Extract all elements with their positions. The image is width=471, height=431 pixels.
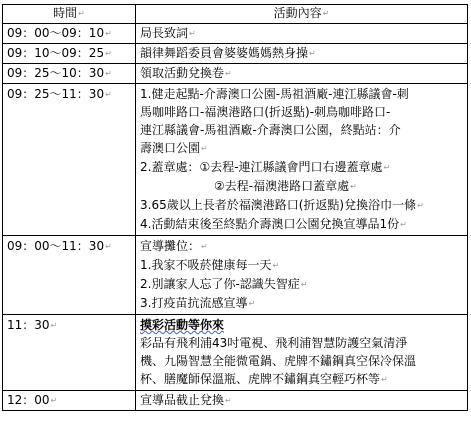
activity-line: 2.別讓家人忘了你-認識失智症↵ bbox=[140, 277, 308, 291]
time-cell: 09：25～10：30↵ bbox=[3, 64, 136, 84]
schedule-table bbox=[2, 4, 468, 411]
activity-line: 2.蓋章處：①去程-連江縣議會門口右邊蓋章處↵ bbox=[140, 160, 391, 174]
activity-cell: 宣導品截止兌換↵ bbox=[136, 391, 468, 411]
table-row bbox=[3, 315, 468, 391]
time-header: 時間↵ bbox=[3, 5, 136, 24]
activity-cell: 局長致詞↵ bbox=[136, 24, 468, 44]
table-row bbox=[3, 84, 468, 236]
table-row bbox=[3, 64, 468, 84]
time-cell: 09：00～11：30↵ bbox=[3, 236, 136, 315]
activity-line: 3.65歲以上長者於福澳港路口(折返點)兌換浴巾一條↵ bbox=[140, 198, 424, 212]
activity-line: 4.活動結束後至終點介壽澳口公園兌換宣導品1份↵ bbox=[140, 217, 407, 231]
time-cell: 11：30↵ bbox=[3, 315, 136, 391]
activity-header: 活動內容↵ bbox=[136, 5, 468, 24]
time-cell: 09：00～09：10↵ bbox=[3, 24, 136, 44]
activity-line: 連江縣議會-馬祖酒廠-介壽澳口公園，終點站：介 bbox=[140, 123, 401, 137]
activity-line: 3.打疫苗抗流感宣導↵ bbox=[140, 296, 256, 310]
table-row bbox=[3, 391, 468, 411]
activity-line: 宣導攤位：↵ bbox=[140, 239, 208, 253]
activity-cell bbox=[136, 315, 468, 391]
activity-line: 壽澳口公園↵ bbox=[140, 141, 208, 155]
time-cell: 09：25～11：30↵ bbox=[3, 84, 136, 236]
table-row bbox=[3, 236, 468, 315]
activity-line: 機、九陽智慧全能微電鍋、虎牌不鏽鋼真空保冷保溫 bbox=[140, 354, 417, 368]
activity-cell: 韻律舞蹈委員會婆婆媽媽熱身操↵ bbox=[136, 44, 468, 64]
header-row bbox=[3, 5, 468, 24]
activity-line: 馬咖啡路口-福澳港路口(折返點)-刺鳥咖啡路口- bbox=[140, 105, 391, 119]
table-row bbox=[3, 44, 468, 64]
activity-line: 彩品有飛利浦43吋電視、飛利浦智慧防護空氣清淨 bbox=[140, 336, 408, 350]
time-cell: 09：10～09：25↵ bbox=[3, 44, 136, 64]
activity-cell bbox=[136, 84, 468, 236]
activity-line: 1.我家不吸菸健康每一天↵ bbox=[140, 258, 280, 272]
activity-cell: 領取活動兌換卷↵ bbox=[136, 64, 468, 84]
activity-cell bbox=[136, 236, 468, 315]
activity-line: ②去程-福澳港路口蓋章處↵ bbox=[214, 179, 357, 193]
time-cell: 12：00↵ bbox=[3, 391, 136, 411]
activity-line: 摸彩活動等你來 bbox=[140, 318, 225, 332]
activity-line: 1.健走起點-介壽澳口公園-馬祖酒廠-連江縣議會-刺 bbox=[140, 87, 409, 101]
table-row bbox=[3, 24, 468, 44]
activity-line: 杯、膳魔師保溫瓶、虎牌不鏽鋼真空輕巧杯等↵ bbox=[140, 372, 388, 386]
